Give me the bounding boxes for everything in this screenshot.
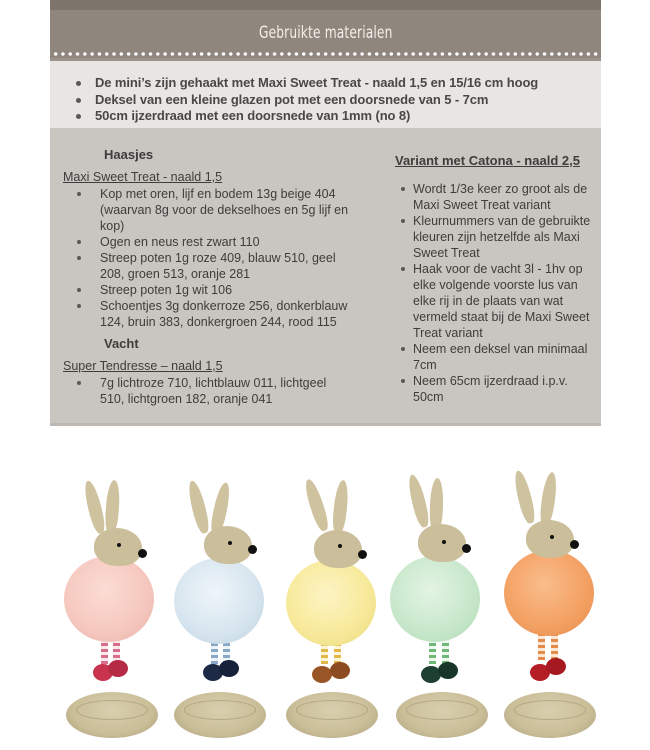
ear-shape [331, 479, 350, 534]
eye-dot [442, 540, 446, 544]
bullet-icon [77, 304, 81, 308]
bullet-icon [401, 187, 405, 191]
fluffy-body [390, 556, 480, 642]
section-heading-haasjes: Haasjes [104, 147, 154, 162]
dotted-divider [50, 52, 601, 56]
bullet-icon [401, 347, 405, 351]
bullet-icon [77, 381, 81, 385]
bunny-figure-yellow [278, 428, 388, 750]
bullet-icon [77, 192, 81, 196]
bunny-head [526, 520, 574, 558]
crochet-base [174, 692, 266, 738]
ear-shape [104, 480, 121, 535]
bunny-head [204, 526, 252, 564]
bullet-icon [76, 81, 81, 86]
bullet-icon [76, 114, 81, 119]
summary-item: Deksel van een kleine glazen pot met een doorsnede van 5 - 7cm [68, 92, 601, 109]
bullet-icon [76, 98, 81, 103]
ear-shape [186, 479, 212, 535]
summary-item: 50cm ijzerdraad met een doorsnede van 1mm (no 8) [68, 108, 601, 125]
subheading-variant-catona: Variant met Catona - naald 2,5 [395, 153, 580, 168]
list-item: Neem een deksel van minimaal 7cm [395, 341, 600, 373]
shoe-shape [546, 658, 566, 675]
variant-list [395, 181, 600, 405]
ear-shape [512, 469, 538, 525]
bullet-icon [401, 379, 405, 383]
summary-list [68, 75, 601, 125]
panel-bottom-edge [50, 423, 601, 426]
ear-shape [406, 473, 432, 529]
list-item: Ogen en neus rest zwart 110 [63, 234, 353, 250]
list-item: 7g lichtroze 710, lichtblauw 011, lichtgeel 510, lichtgroen 182, oranje 041 [63, 375, 353, 407]
list-item: Kleurnummers van de gebruikte kleuren zijn hetzelfde als Maxi Sweet Treat [395, 213, 600, 261]
right-column [395, 153, 600, 405]
nose-dot [248, 545, 257, 554]
eye-dot [117, 543, 121, 547]
ear-shape [82, 479, 108, 535]
shoe-shape [312, 666, 332, 683]
list-item: Haak voor de vacht 3l - 1hv op elke volgende voorste lus van elke rij in de plaats van wat vermeld staat bij de Maxi Sweet Treat variant [395, 261, 600, 341]
eye-dot [550, 535, 554, 539]
summary-item: De mini’s zijn gehaakt met Maxi Sweet Treat - naald 1,5 en 15/16 cm hoog [68, 75, 601, 92]
bullet-icon [77, 288, 81, 292]
vacht-list [63, 375, 353, 407]
crochet-base [66, 692, 158, 738]
fluffy-body [504, 550, 594, 636]
bullet-icon [77, 240, 81, 244]
crochet-base [396, 692, 488, 738]
nose-dot [570, 540, 579, 549]
eye-dot [338, 544, 342, 548]
section-heading-vacht: Vacht [104, 336, 139, 351]
details-panel [50, 128, 601, 426]
list-item: Neem 65cm ijzerdraad i.p.v. 50cm [395, 373, 600, 405]
crochet-base [286, 692, 378, 738]
bunny-figure-green [388, 428, 498, 750]
bullet-icon [401, 219, 405, 223]
title-band [50, 10, 601, 58]
haasjes-list [63, 186, 353, 330]
nose-dot [138, 549, 147, 558]
bunny-figure-orange [496, 428, 606, 750]
summary-panel [50, 58, 601, 128]
page-title: Gebruikte materialen [258, 23, 393, 43]
bunny-figure-blue [166, 428, 276, 750]
eye-dot [228, 541, 232, 545]
nose-dot [358, 550, 367, 559]
bullet-icon [77, 256, 81, 260]
subheading-super-tendresse: Super Tendresse – naald 1,5 [63, 359, 223, 373]
ear-shape [538, 471, 558, 526]
crochet-base [504, 692, 596, 738]
bunny-head [94, 528, 142, 566]
nose-dot [462, 544, 471, 553]
list-item: Schoentjes 3g donkerroze 256, donkerblauw 124, bruin 383, donkergroen 244, rood 115 [63, 298, 353, 330]
ear-shape [302, 477, 331, 532]
bunny-figure-pink [58, 428, 168, 750]
shoe-shape [108, 660, 128, 677]
list-item: Streep poten 1g wit 106 [63, 282, 353, 298]
fluffy-body [64, 556, 154, 642]
bunnies-photo [50, 428, 610, 750]
fluffy-body [174, 558, 264, 644]
shoe-shape [219, 660, 239, 677]
subheading-maxi-sweet-treat: Maxi Sweet Treat - naald 1,5 [63, 170, 223, 184]
list-item: Streep poten 1g roze 409, blauw 510, geel 208, groen 513, oranje 281 [63, 250, 353, 282]
top-bar [50, 0, 601, 10]
shoe-shape [330, 662, 350, 679]
left-column [63, 147, 353, 407]
bullet-icon [401, 267, 405, 271]
materials-sheet [50, 0, 601, 426]
list-item: Kop met oren, lijf en bodem 13g beige 404 (waarvan 8g voor de dekselhoes en 5g lijf en kop) [63, 186, 353, 234]
bunny-head [314, 530, 362, 568]
fluffy-body [286, 560, 376, 646]
shoe-shape [438, 662, 458, 679]
list-item: Wordt 1/3e keer zo groot als de Maxi Sweet Treat variant [395, 181, 600, 213]
